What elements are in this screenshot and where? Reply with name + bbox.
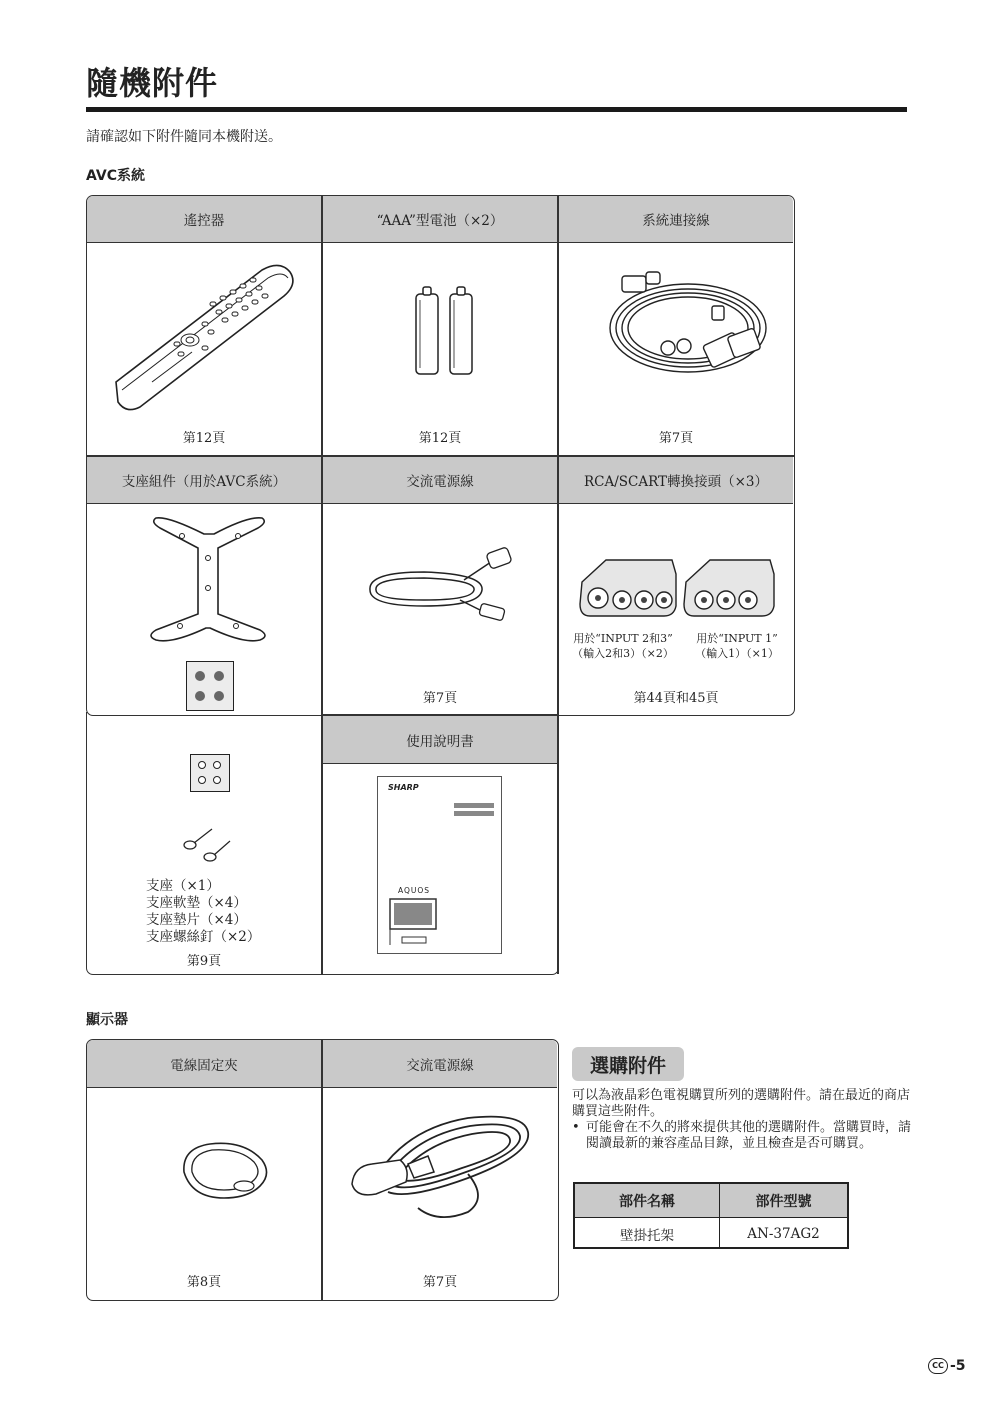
stand-header: 支座組件（用於AVC系統） <box>87 457 321 504</box>
display-heading: 顯示器 <box>86 1012 128 1028</box>
manual-title-bar <box>454 811 494 816</box>
grid-divider <box>321 196 323 974</box>
grid-divider <box>557 196 559 974</box>
ac-cord-page-ref: 第7頁 <box>422 691 458 706</box>
system-cable-header: 系統連接線 <box>559 196 793 243</box>
batteries-header: “AAA”型電池（×2） <box>323 196 557 243</box>
ac-cord-illustration <box>364 550 522 624</box>
adaptor-page-ref: 第44頁和45頁 <box>633 691 719 706</box>
adaptor-caption-right-line: 用於“INPUT 1” <box>696 632 778 645</box>
system-cable-page-ref: 第7頁 <box>658 431 694 446</box>
manual-brand: SHARP <box>388 783 419 792</box>
batteries-illustration <box>412 284 476 378</box>
cable-clamp-page-ref: 第8頁 <box>186 1275 222 1290</box>
manual-product: AQUOS <box>398 886 431 895</box>
adaptor-caption-left-line: （輸入2和3）（×2） <box>572 647 674 660</box>
manual-header: 使用說明書 <box>323 716 557 764</box>
system-cable-illustration <box>606 266 776 384</box>
stand-page-ref: 第9頁 <box>186 954 222 969</box>
stand-screws-illustration <box>182 825 234 865</box>
optional-parts-table <box>573 1182 849 1249</box>
stand-item: 支座墊片（×4） <box>146 912 247 928</box>
language-badge: CC <box>928 1358 948 1374</box>
page-title: 隨機附件 <box>86 64 219 102</box>
stand-illustration <box>148 518 270 644</box>
cable-clamp-header: 電線固定夾 <box>87 1040 321 1088</box>
stand-item: 支座（×1） <box>146 878 220 894</box>
page-number <box>928 1358 966 1374</box>
adaptor-caption-left <box>563 631 683 661</box>
adaptor-caption-left-line: 用於“INPUT 2和3” <box>573 632 673 645</box>
adaptor-caption-right-line: （輸入1）（×1） <box>695 647 779 660</box>
stand-item: 支座軟墊（×4） <box>146 895 247 911</box>
optional-accessories-note-text: 可能會在不久的將來提供其他的選購附件。當購買時，請閱讀最新的兼容產品目錄，並且檢查是否可購買。 <box>586 1120 912 1151</box>
remote-control-illustration <box>112 262 297 412</box>
display-ac-cord-page-ref: 第7頁 <box>422 1275 458 1290</box>
optional-accessories-note <box>572 1120 912 1152</box>
table-cell: AN-37AG2 <box>747 1225 820 1242</box>
adaptor-caption-right <box>683 631 791 661</box>
display-ac-cord-header: 交流電源線 <box>323 1040 557 1088</box>
display-ac-cord-illustration <box>348 1108 534 1224</box>
manual-tv-icon <box>388 897 444 949</box>
ac-cord-header: 交流電源線 <box>323 457 557 504</box>
manual-title-bar <box>454 803 494 808</box>
intro-text: 請確認如下附件隨同本機附送。 <box>86 129 282 145</box>
table-header: 部件型號 <box>720 1184 847 1218</box>
bullet-icon: • <box>572 1120 580 1135</box>
stand-pad-illustration <box>186 661 234 711</box>
stand-spacer-illustration <box>190 754 230 792</box>
optional-accessories-heading: 選購附件 <box>572 1047 684 1081</box>
page-number-text: -5 <box>950 1358 966 1374</box>
avc-heading: AVC系統 <box>86 168 145 184</box>
manual-cover <box>377 776 502 954</box>
cable-clamp-illustration <box>174 1140 272 1204</box>
remote-header: 遙控器 <box>87 196 321 243</box>
scart-adaptor-illustration <box>576 554 776 624</box>
title-rule <box>86 107 907 112</box>
table-cell: 壁掛托架 <box>575 1218 720 1249</box>
batteries-page-ref: 第12頁 <box>418 431 462 446</box>
table-header: 部件名稱 <box>575 1184 720 1218</box>
remote-page-ref: 第12頁 <box>182 431 226 446</box>
stand-contents-list <box>146 878 260 946</box>
adaptor-header: RCA/SCART轉換接頭（×3） <box>559 457 793 504</box>
optional-accessories-text: 可以為液晶彩色電視購買所列的選購附件。請在最近的商店購買這些附件。 <box>572 1088 911 1119</box>
stand-item: 支座螺絲釘（×2） <box>146 929 261 945</box>
